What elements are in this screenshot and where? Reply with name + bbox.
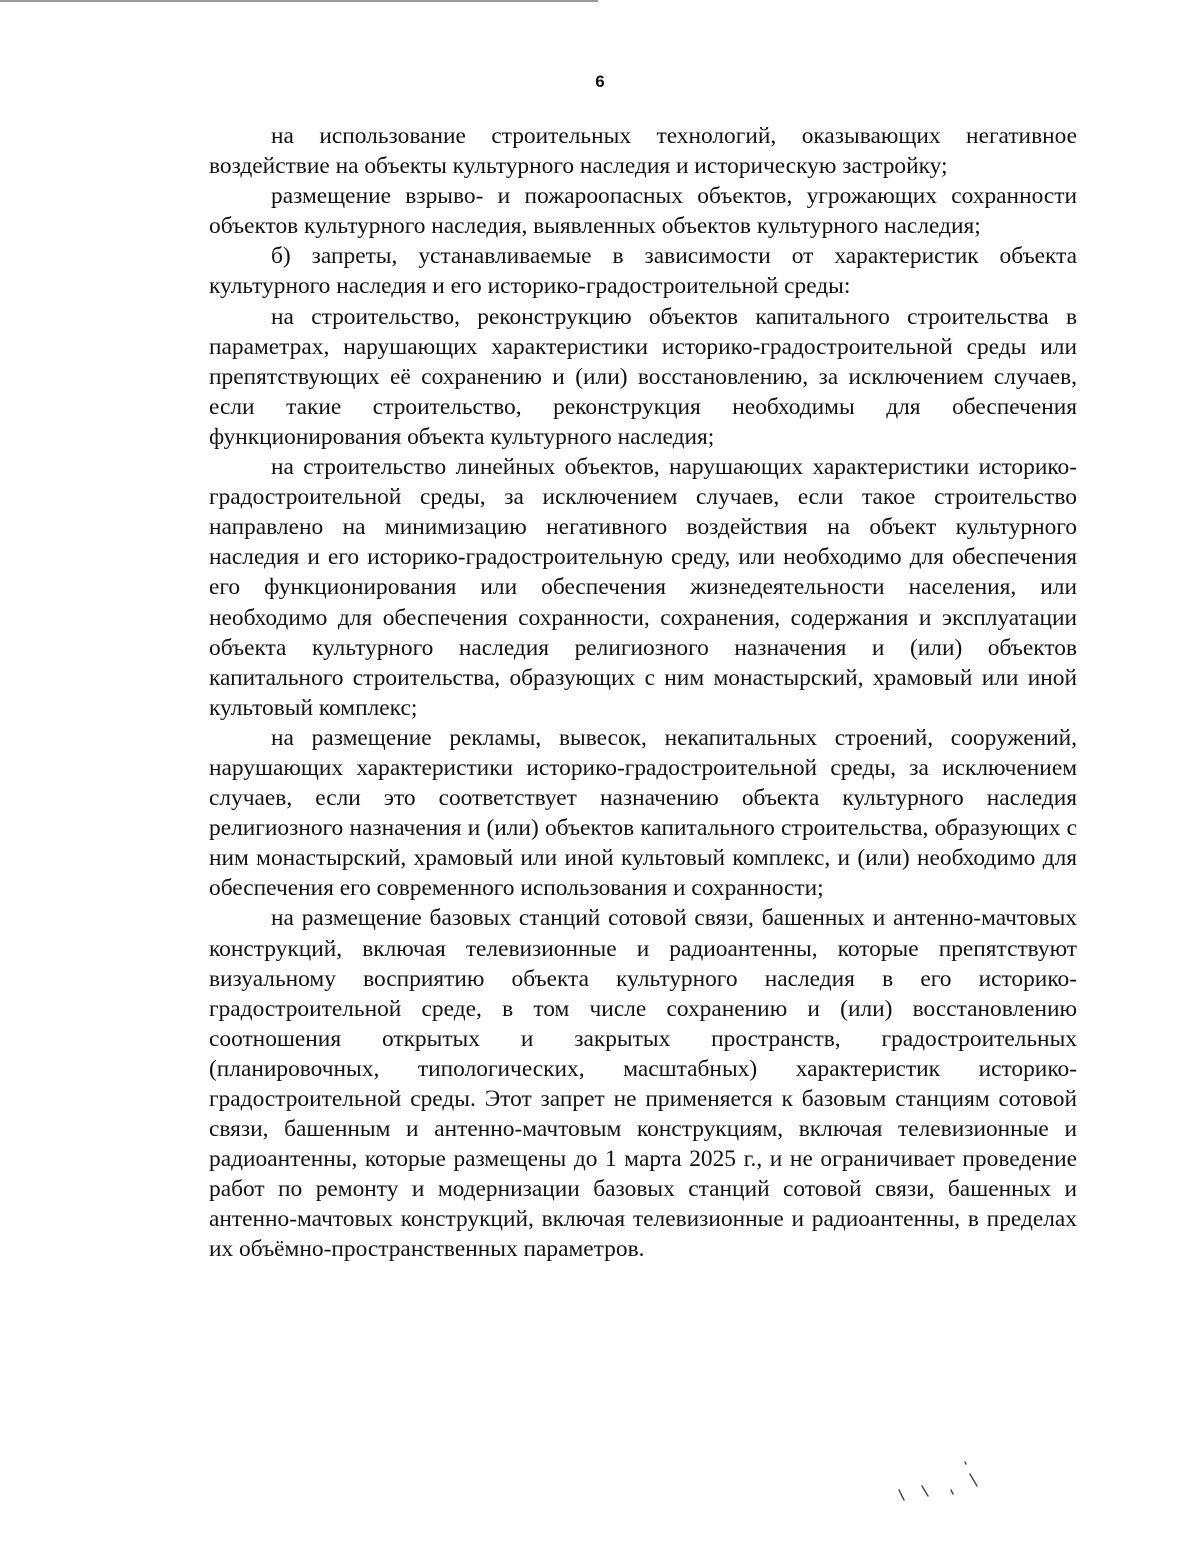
- page-number: 6: [595, 72, 605, 91]
- paragraph-advertising: на размещение рекламы, вывесок, некапитальных строений, сооружений, нарушающих характеристики историко-градостроительной среды, за исключением случаев, если это соответствует назначению объекта культурного наследия религиозного назначения и (или) объектов капитального строительства, образующих с ним монастырский, храмовый или иной культовый комплекс, и (или) необходимо для обеспечения его современного использования и сохранности;: [209, 724, 1077, 902]
- scan-top-edge-line: [0, 0, 598, 2]
- paragraph-linear-objects: на строительство линейных объектов, нарушающих характеристики историко-градостроительной среды, за исключением случаев, если такое строительство направлено на минимизацию негативного воздействия на объект культурного наследия и его историко-градостроительную среду, или необходимо для обеспечения его функционирования или обеспечения жизнедеятельности населения, или необходимо для обеспечения сохранности, сохранения, содержания и эксплуатации объекта культурного наследия религиозного назначения и (или) объектов капитального строительства, образующих с ним монастырский, храмовый или иной культовый комплекс;: [209, 454, 1077, 721]
- document-body: [209, 121, 1077, 1265]
- paragraph-capital-construction: на строительство, реконструкцию объектов капитального строительства в параметрах, нарушающих характеристики историко-градостроительной среды или препятствующих её сохранению и (или) восстановлению, за исключением случаев, если такие строительство, реконструкция необходимы для обеспечения функционирования объекта культурного наследия;: [209, 303, 1077, 450]
- paragraph-base-stations: на размещение базовых станций сотовой связи, башенных и антенно-мачтовых конструкций, включая телевизионные и радиоантенны, которые препятствуют визуальному восприятию объекта культурного наследия в его историко-градостроительной среде, в том числе сохранению и (или) восстановлению соотношения открытых и закрытых пространств, градостроительных (планировочных, типологических, масштабных) характеристик историко-градостроительной среды. Этот запрет не применяется к базовым станциям сотовой связи, башенным и антенно-мачтовым конструкциям, включая телевизионные и радиоантенны, которые размещены до 1 марта 2025 г., и не ограничивает проведение работ по ремонту и модернизации базовых станций сотовой связи, башенных и антенно-мачтовых конструкций, включая телевизионные и радиоантенны, в пределах их объёмно-пространственных параметров.: [209, 905, 1077, 1263]
- paragraph-prohibitions-heading: б) запреты, устанавливаемые в зависимости от характеристик объекта культурного наследия и его историко-градостроительной среды:: [209, 243, 1077, 300]
- paragraph-construction-technologies: на использование строительных технологий, оказывающих негативное воздействие на объекты культурного наследия и историческую застройку;: [209, 123, 1077, 180]
- scan-artifact-marks: [895, 1460, 985, 1520]
- paragraph-explosive-objects: размещение взрыво- и пожароопасных объектов, угрожающих сохранности объектов культурного наследия, выявленных объектов культурного наследия;: [209, 183, 1077, 240]
